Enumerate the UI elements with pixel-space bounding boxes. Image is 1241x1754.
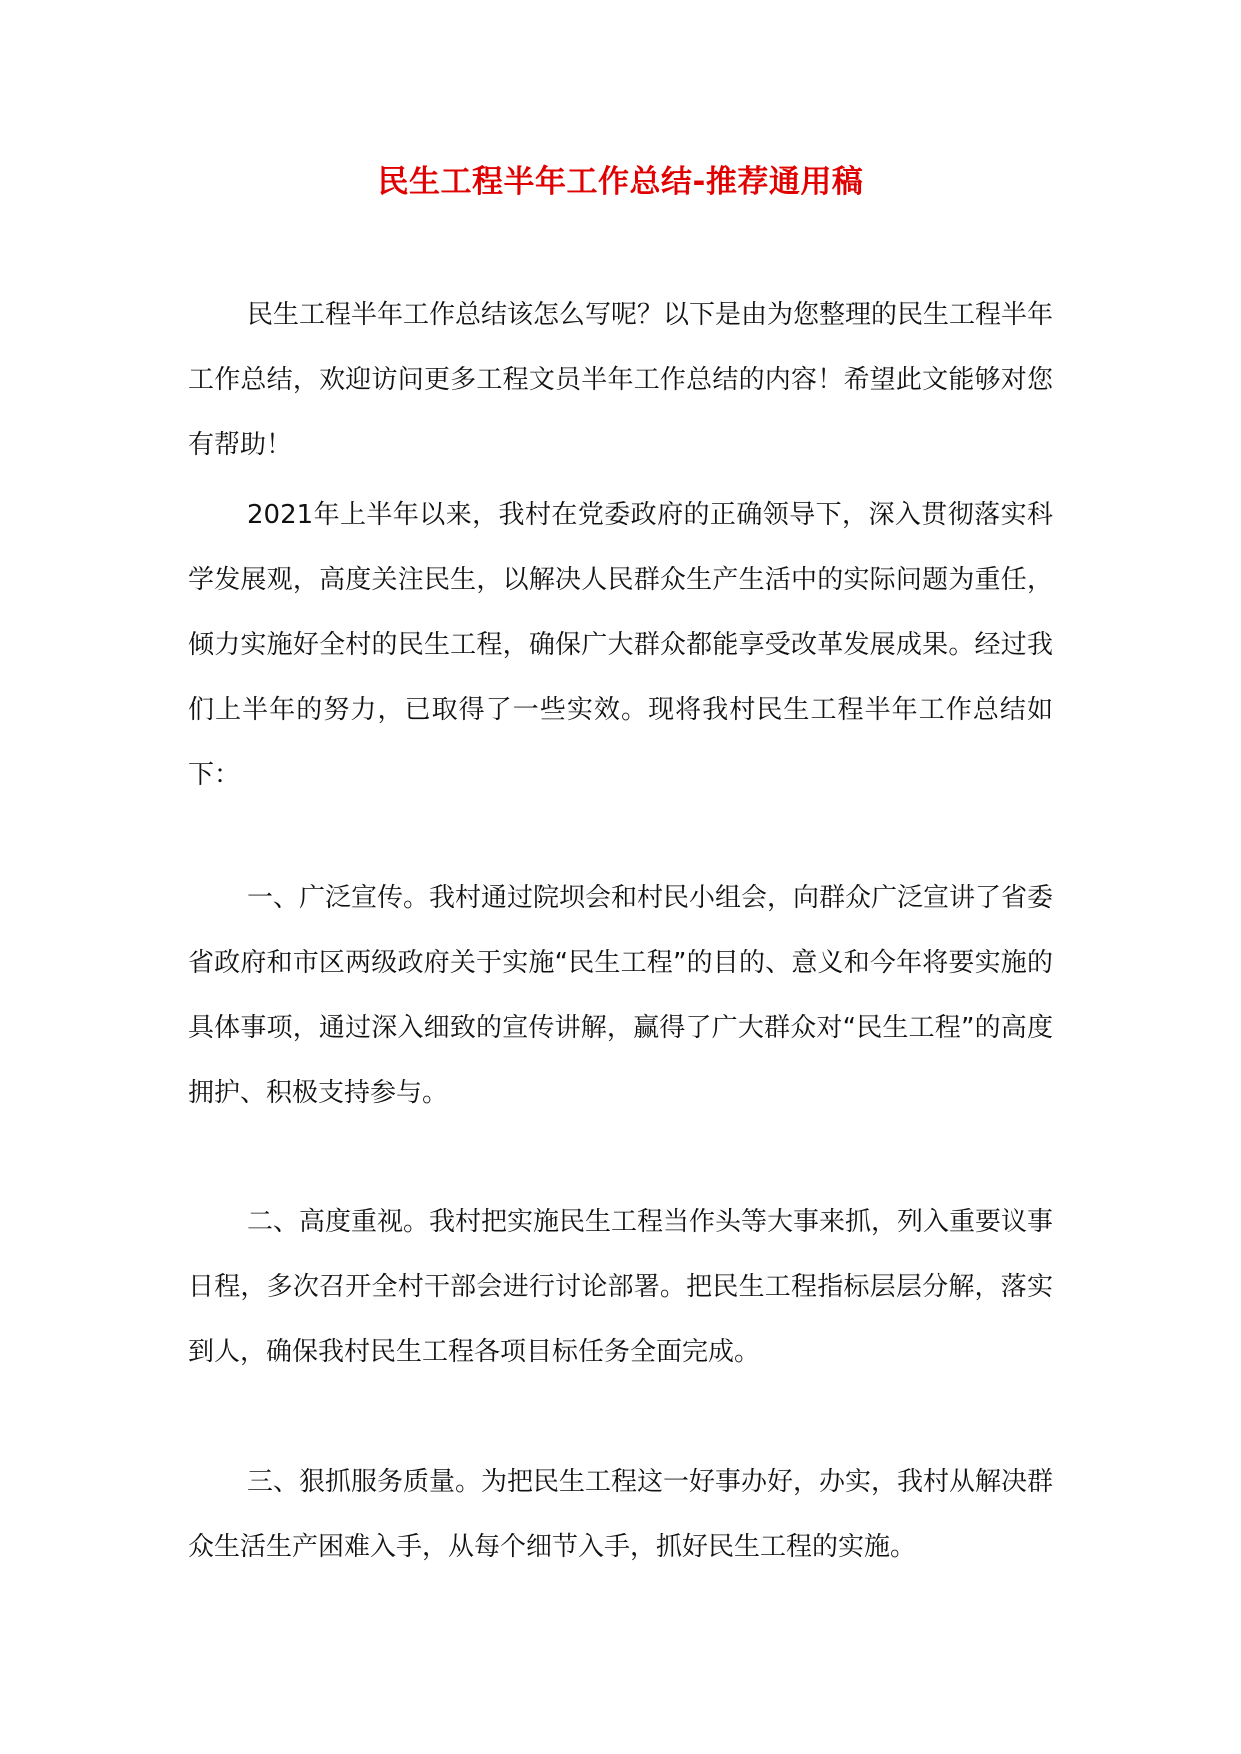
paragraph-overview: 2021年上半年以来，我村在党委政府的正确领导下，深入贯彻落实科学发展观，高度关注民生，以解决人民群众生产生活中的实际问题为重任，倾力实施好全村的民生工程，确保广大群众都能享受改革发展成果。经过我们上半年的努力，已取得了一些实效。现将我村民生工程半年工作总结如下： (188, 500, 1053, 790)
paragraph-intro: 民生工程半年工作总结该怎么写呢？以下是由为您整理的民生工程半年工作总结，欢迎访问更多工程文员半年工作总结的内容！希望此文能够对您有帮助！ (188, 300, 1054, 460)
paragraph-section-2: 二、高度重视。我村把实施民生工程当作头等大事来抓，列入重要议事日程，多次召开全村干部会进行讨论部署。把民生工程指标层层分解，落实到人，确保我村民生工程各项目标任务全面完成。 (188, 1207, 1054, 1367)
paragraph-section-3: 三、狠抓服务质量。为把民生工程这一好事办好，办实，我村从解决群众生活生产困难入手，从每个细节入手，抓好民生工程的实施。 (188, 1467, 1054, 1562)
document-title: 民生工程半年工作总结-推荐通用稿 (377, 164, 864, 200)
paragraph-section-1: 一、广泛宣传。我村通过院坝会和村民小组会，向群众广泛宣讲了省委省政府和市区两级政府关于实施“民生工程”的目的、意义和今年将要实施的具体事项，通过深入细致的宣传讲解，赢得了广大群众对“民生工程”的高度拥护、积极支持参与。 (188, 883, 1054, 1108)
